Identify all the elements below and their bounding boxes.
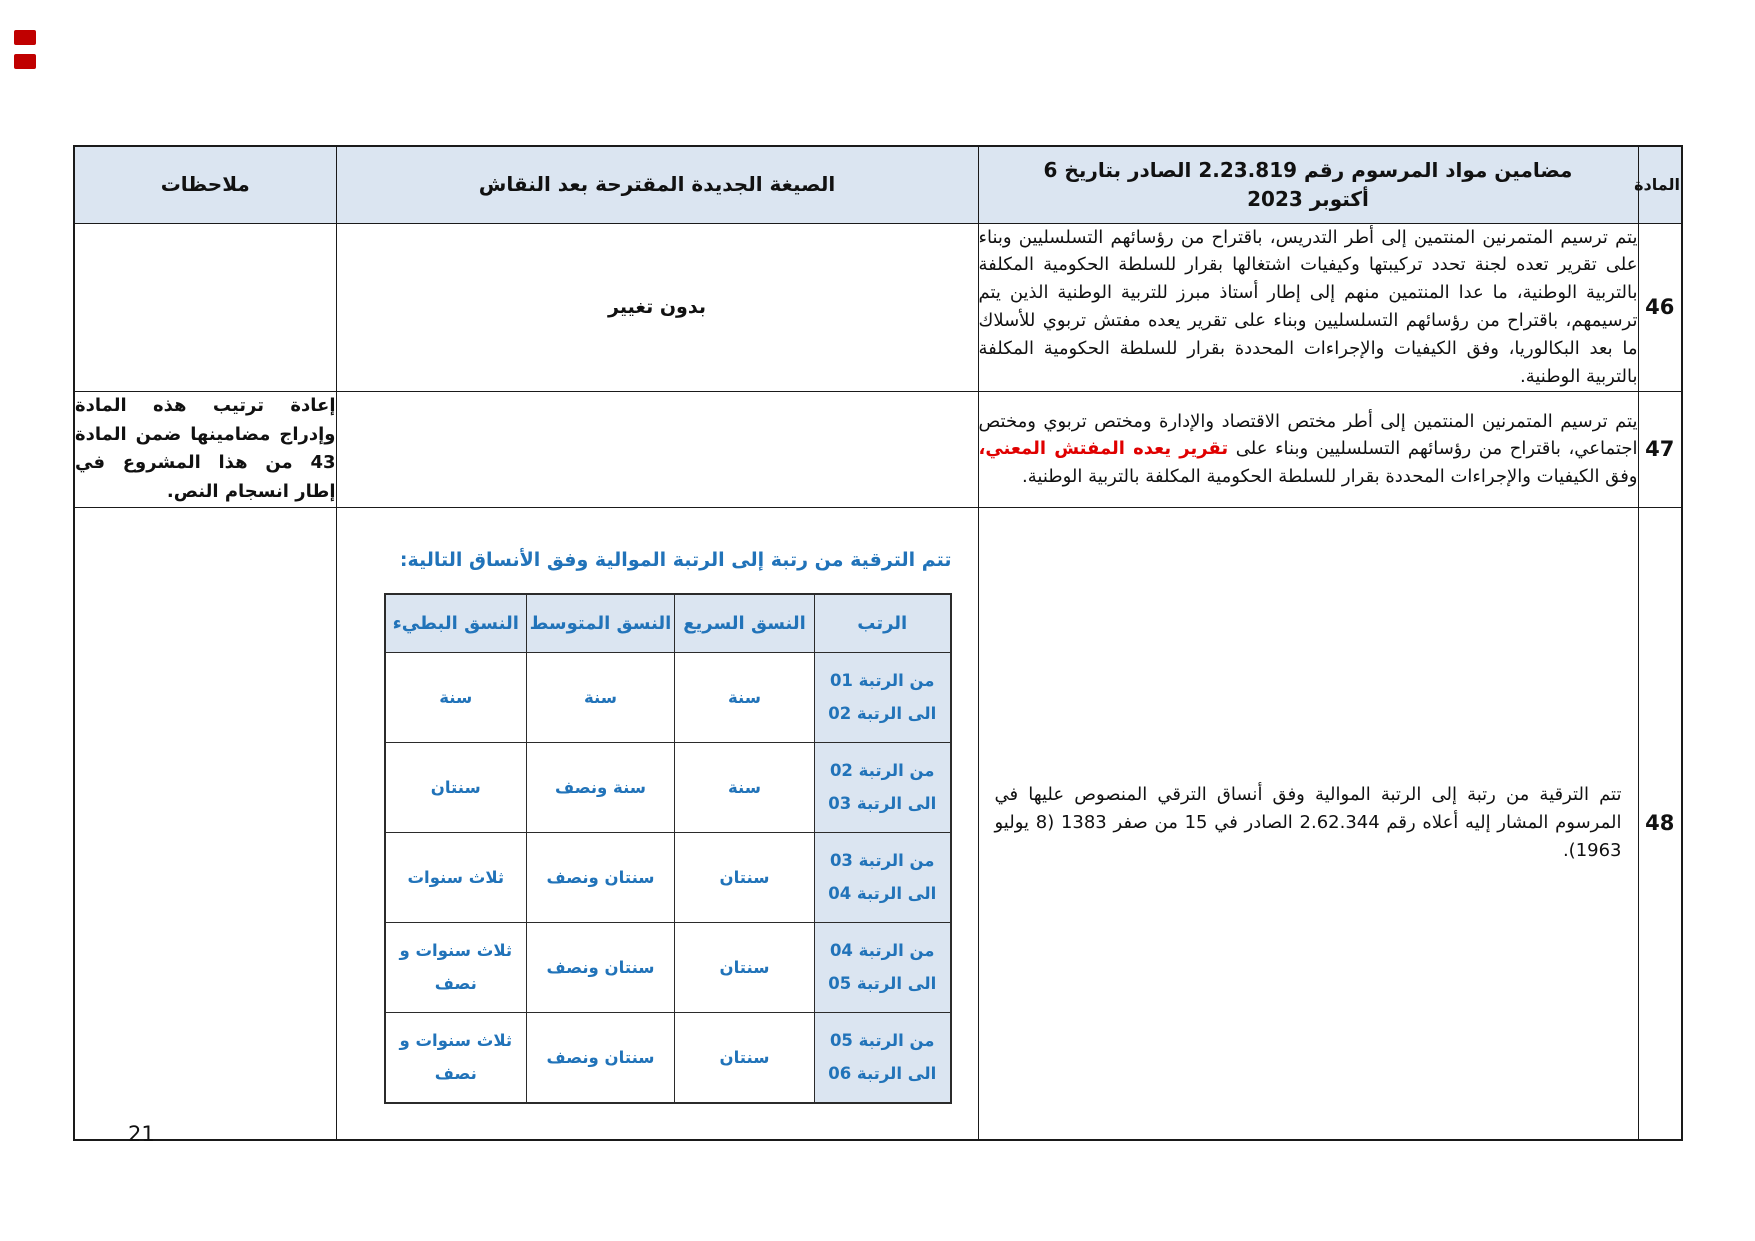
promotion-row bbox=[385, 832, 951, 922]
promotion-header-slow-pace: النسق البطيء bbox=[385, 594, 527, 653]
promotion-paces-table bbox=[384, 593, 952, 1104]
red-mark-icon bbox=[14, 54, 36, 69]
notes-cell-48-empty bbox=[74, 508, 336, 1140]
table-row-article-47 bbox=[74, 391, 1682, 507]
rank-range: من الرتبة 05 الى الرتبة 06 bbox=[815, 1012, 951, 1103]
article-number-48: 48 bbox=[1638, 508, 1682, 1140]
medium-pace-value: سنتان ونصف bbox=[527, 1012, 675, 1103]
medium-pace-value: سنة bbox=[527, 652, 675, 742]
slow-pace-value: سنة bbox=[385, 652, 527, 742]
rank-range: من الرتبة 03 الى الرتبة 04 bbox=[815, 832, 951, 922]
promotion-caption: تتم الترقية من رتبة إلى الرتبة الموالية وفق الأنساق التالية: bbox=[399, 548, 952, 571]
decree-text-46: يتم ترسيم المتمرنين المنتمين إلى أطر التدريس، باقتراح من رؤسائهم التسلسليين وبناء على تقرير تعده لجنة تحدد تركيبتها وكيفيات اشتغالها بقرار للسلطة الحكومية المكلفة بالتربية الوطنية، ما عدا المنتمين منهم إلى إطار أستاذ مبرز للتربية الوطنية الذين يتم ترسيمهم، باقتراح من رؤسائهم التسلسليين وبناء على تقرير يعده مفتش تربوي للأسلاك ما بعد البكالوريا، وفق الكيفيات والإجراءات المحددة بقرار للسلطة الحكومية المكلفة بالتربية الوطنية. bbox=[978, 223, 1638, 391]
notes-text-47: إعادة ترتيب هذه المادة وإدراج مضامينها ضمن المادة 43 من هذا المشروع في إطار انسجام النص. bbox=[74, 391, 336, 507]
promotion-header-ranks: الرتب bbox=[815, 594, 951, 653]
rank-range: من الرتبة 04 الى الرتبة 05 bbox=[815, 922, 951, 1012]
promotion-header-row bbox=[385, 594, 951, 653]
promotion-row bbox=[385, 922, 951, 1012]
column-header-decree-contents: مضامين مواد المرسوم رقم 2.23.819 الصادر بتاريخ 6 أكتوبر 2023 bbox=[978, 146, 1638, 223]
fast-pace-value: سنة bbox=[675, 742, 815, 832]
proposal-cell-47-empty bbox=[336, 391, 978, 507]
decree-text-47-highlighted-red: تقرير يعده المفتش المعني، bbox=[978, 438, 1229, 460]
slow-pace-value: سنتان bbox=[385, 742, 527, 832]
column-header-notes: ملاحظات bbox=[74, 146, 336, 223]
decree-text-47-normal-tail: وفق الكيفيات والإجراءات المحددة بقرار للسلطة الحكومية المكلفة بالتربية الوطنية. bbox=[1022, 466, 1638, 488]
red-mark-icon bbox=[14, 30, 36, 45]
slow-pace-value: ثلاث سنوات و نصف bbox=[385, 1012, 527, 1103]
proposal-cell-48 bbox=[336, 508, 978, 1140]
fast-pace-value: سنتان bbox=[675, 922, 815, 1012]
slow-pace-value: ثلاث سنوات bbox=[385, 832, 527, 922]
notes-cell-46 bbox=[74, 223, 336, 391]
article-number-46: 46 bbox=[1638, 223, 1682, 391]
medium-pace-value: سنتان ونصف bbox=[527, 832, 675, 922]
promotion-header-fast-pace: النسق السريع bbox=[675, 594, 815, 653]
page-number: 21 bbox=[128, 1122, 155, 1146]
table-row-article-48 bbox=[74, 508, 1682, 1140]
table-row-article-46 bbox=[74, 223, 1682, 391]
article-number-47: 47 bbox=[1638, 391, 1682, 507]
rank-range: من الرتبة 01 الى الرتبة 02 bbox=[815, 652, 951, 742]
proposal-text-46: بدون تغيير bbox=[336, 223, 978, 391]
fast-pace-value: سنتان bbox=[675, 1012, 815, 1103]
slow-pace-value: ثلاث سنوات و نصف bbox=[385, 922, 527, 1012]
decree-text-47 bbox=[978, 391, 1638, 507]
fast-pace-value: سنة bbox=[675, 652, 815, 742]
column-header-article: المادة bbox=[1638, 146, 1682, 223]
decree-text-47-normal: يتم ترسيم المتمرنين المنتمين إلى أطر مختص الاقتصاد والإدارة ومختص تربوي ومختص اجتماعي، باقتراح من رؤسائهم التسلسليين وبناء على bbox=[978, 410, 1638, 460]
table-header-row bbox=[74, 146, 1682, 223]
fast-pace-value: سنتان bbox=[675, 832, 815, 922]
promotion-row bbox=[385, 652, 951, 742]
rank-range: من الرتبة 02 الى الرتبة 03 bbox=[815, 742, 951, 832]
medium-pace-value: سنة ونصف bbox=[527, 742, 675, 832]
promotion-row bbox=[385, 742, 951, 832]
promotion-row bbox=[385, 1012, 951, 1103]
red-stamp-marks bbox=[6, 30, 36, 80]
column-header-new-proposal: الصيغة الجديدة المقترحة بعد النقاش bbox=[336, 146, 978, 223]
decree-comparison-table bbox=[73, 145, 1683, 1141]
medium-pace-value: سنتان ونصف bbox=[527, 922, 675, 1012]
promotion-header-medium-pace: النسق المتوسط bbox=[527, 594, 675, 653]
decree-text-48: تتم الترقية من رتبة إلى الرتبة الموالية وفق أنساق الترقي المنصوص عليها في المرسوم المشار إليه أعلاه رقم 2.62.344 الصادر في 15 من صفر 1383 (8 يوليو 1963). bbox=[978, 508, 1638, 1140]
